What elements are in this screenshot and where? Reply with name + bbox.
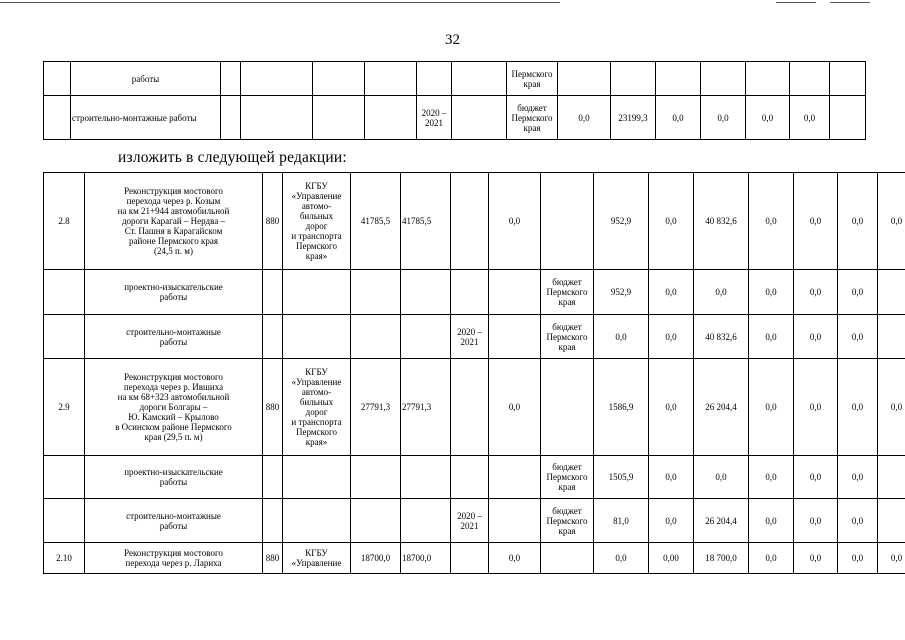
row-number: 2.8 bbox=[44, 173, 85, 270]
value-cell: 0,0 bbox=[838, 173, 878, 270]
org-cell bbox=[283, 543, 351, 574]
empty-cell bbox=[541, 173, 594, 270]
value-cell: 0,0 bbox=[749, 499, 794, 543]
value-cell: 18 700,0 bbox=[694, 543, 749, 574]
table-row bbox=[44, 456, 905, 499]
cost-cell: 27791,3 bbox=[351, 359, 401, 456]
table-row bbox=[44, 543, 905, 574]
value-cell: 0,0 bbox=[794, 543, 838, 574]
value-cell: 0,0 bbox=[878, 543, 905, 574]
table-row bbox=[44, 270, 905, 315]
value-cell: 26 204,4 bbox=[694, 359, 749, 456]
value-cell: 0,0 bbox=[749, 456, 794, 499]
cost-cell: 0,0 bbox=[489, 173, 541, 270]
value-cell: 0,0 bbox=[794, 173, 838, 270]
value-cell: 0,0 bbox=[878, 359, 905, 456]
value-cell: 0,0 bbox=[790, 96, 830, 140]
period-text: 2020 – 2021 bbox=[457, 510, 482, 531]
org-text: КГБУ «Управление автомо- бильных дорог и транспорта Пермского края» bbox=[291, 181, 342, 261]
row-number: 2.9 bbox=[44, 359, 85, 456]
value-cell: 26 204,4 bbox=[694, 499, 749, 543]
empty-cell bbox=[451, 543, 489, 574]
project-name bbox=[85, 173, 263, 270]
code-cell: 880 bbox=[263, 359, 283, 456]
cost-cell: 0,0 bbox=[489, 543, 541, 574]
value-cell: 0,0 bbox=[694, 456, 749, 499]
cost-cell: 27791,3 bbox=[401, 359, 451, 456]
org-text: КГБУ «Управление автомо- бильных дорог и транспорта Пермского края» bbox=[291, 367, 342, 447]
value-cell: 0,0 bbox=[649, 359, 694, 456]
empty-cell bbox=[541, 359, 594, 456]
value-cell: 1586,9 bbox=[594, 359, 649, 456]
value-cell: 0,0 bbox=[749, 173, 794, 270]
value-cell: 0,0 bbox=[838, 315, 878, 359]
value-cell: 0,0 bbox=[794, 315, 838, 359]
cell bbox=[44, 62, 71, 96]
table-row bbox=[44, 173, 905, 270]
instruction-text: изложить в следующей редакции: bbox=[118, 149, 347, 166]
cost-cell: 18700,0 bbox=[401, 543, 451, 574]
source-cell bbox=[541, 270, 594, 315]
work-name bbox=[85, 315, 263, 359]
value-cell: 0,0 bbox=[649, 456, 694, 499]
value-cell: 0,0 bbox=[838, 270, 878, 315]
code-cell: 880 bbox=[263, 173, 283, 270]
cost-cell: 41785,5 bbox=[401, 173, 451, 270]
work-name-text: строительно-монтажные работы bbox=[126, 510, 221, 531]
period-cell bbox=[451, 499, 489, 543]
value-cell: 0,0 bbox=[838, 456, 878, 499]
top-rule-right bbox=[776, 2, 816, 3]
org-cell bbox=[283, 359, 351, 456]
source-text: бюджет Пермского края bbox=[511, 102, 553, 133]
row-name: работы bbox=[71, 62, 221, 96]
value-cell: 0,0 bbox=[838, 499, 878, 543]
value-cell: 952,9 bbox=[594, 173, 649, 270]
source-cell bbox=[541, 315, 594, 359]
table-row bbox=[44, 315, 905, 359]
value-cell: 0,0 bbox=[794, 270, 838, 315]
row-number: 2.10 bbox=[44, 543, 85, 574]
value-cell: 0,0 bbox=[749, 270, 794, 315]
value-cell: 0,0 bbox=[838, 359, 878, 456]
value-cell: 0,0 bbox=[746, 96, 790, 140]
top-rule-right2 bbox=[830, 2, 870, 3]
project-name bbox=[85, 359, 263, 456]
value-cell: 0,0 bbox=[649, 315, 694, 359]
source-text: Пермского края bbox=[511, 68, 553, 89]
work-name-text: проектно-изыскательские работы bbox=[124, 467, 223, 487]
value-cell: 40 832,6 bbox=[694, 315, 749, 359]
value-cell: 0,0 bbox=[694, 270, 749, 315]
table-row bbox=[44, 62, 866, 96]
org-text: КГБУ «Управление bbox=[291, 548, 342, 568]
value-cell: 1505,9 bbox=[594, 456, 649, 499]
value-cell: 0,0 bbox=[701, 96, 746, 140]
value-cell: 23199,3 bbox=[611, 96, 656, 140]
value-cell: 0,0 bbox=[649, 499, 694, 543]
value-cell: 0,0 bbox=[656, 96, 701, 140]
work-name-text: проектно-изыскательские работы bbox=[124, 282, 223, 302]
cost-cell: 0,0 bbox=[489, 359, 541, 456]
period-text: 2020 – 2021 bbox=[457, 326, 482, 347]
value-cell: 0,0 bbox=[649, 270, 694, 315]
value-cell: 40 832,6 bbox=[694, 173, 749, 270]
period-text: 2020 – 2021 bbox=[421, 107, 447, 128]
cost-cell: 18700,0 bbox=[351, 543, 401, 574]
value-cell: 81,0 bbox=[594, 499, 649, 543]
project-name bbox=[85, 543, 263, 574]
value-cell: 0,0 bbox=[794, 456, 838, 499]
source-text: бюджет Пермского края bbox=[546, 505, 588, 536]
project-name-text: Реконструкция мостового перехода через р. Ившиха на км 68+323 автомобильной дороги Болгары – Ю. Камский – Крылово в Осинском районе Пермского края (29,5 п. м) bbox=[115, 372, 232, 442]
row-name: строительно-монтажные работы bbox=[71, 96, 221, 140]
source-cell bbox=[541, 499, 594, 543]
source-cell bbox=[541, 456, 594, 499]
project-name-text: Реконструкция мостового перехода через р. Лариха bbox=[124, 548, 223, 568]
main-table bbox=[43, 172, 905, 574]
empty-cell bbox=[541, 543, 594, 574]
value-cell: 0,0 bbox=[594, 543, 649, 574]
source-cell bbox=[507, 62, 558, 96]
cost-cell: 41785,5 bbox=[351, 173, 401, 270]
top-rule-left bbox=[0, 2, 560, 3]
value-cell: 0,0 bbox=[794, 499, 838, 543]
table-row bbox=[44, 96, 866, 140]
work-name bbox=[85, 499, 263, 543]
value-cell: 0,0 bbox=[794, 359, 838, 456]
value-cell: 0,0 bbox=[558, 96, 611, 140]
page-number: 32 bbox=[445, 32, 460, 48]
source-cell bbox=[507, 96, 558, 140]
source-text: бюджет Пермского края bbox=[546, 277, 588, 307]
work-name bbox=[85, 270, 263, 315]
period-cell bbox=[417, 96, 452, 140]
empty-cell bbox=[451, 173, 489, 270]
work-name-text: строительно-монтажные работы bbox=[126, 326, 221, 347]
table-row bbox=[44, 359, 905, 456]
work-name bbox=[85, 456, 263, 499]
value-cell: 0,0 bbox=[649, 173, 694, 270]
source-text: бюджет Пермского края bbox=[546, 321, 588, 352]
table-row bbox=[44, 499, 905, 543]
top-table bbox=[43, 61, 866, 140]
value-cell: 0,0 bbox=[749, 543, 794, 574]
project-name-text: Реконструкция мостового перехода через р. Козым на км 21+944 автомобильной дороги Карагай – Нердва – Ст. Пашня в Карагайском районе Пермского края (24,5 п. м) bbox=[117, 186, 230, 256]
period-cell bbox=[451, 315, 489, 359]
value-cell: 0,00 bbox=[649, 543, 694, 574]
code-cell: 880 bbox=[263, 543, 283, 574]
org-cell bbox=[283, 173, 351, 270]
value-cell: 0,0 bbox=[838, 543, 878, 574]
value-cell: 0,0 bbox=[594, 315, 649, 359]
value-cell: 0,0 bbox=[878, 173, 905, 270]
empty-cell bbox=[451, 359, 489, 456]
value-cell: 952,9 bbox=[594, 270, 649, 315]
value-cell: 0,0 bbox=[749, 315, 794, 359]
source-text: бюджет Пермского края bbox=[546, 462, 588, 492]
value-cell: 0,0 bbox=[749, 359, 794, 456]
